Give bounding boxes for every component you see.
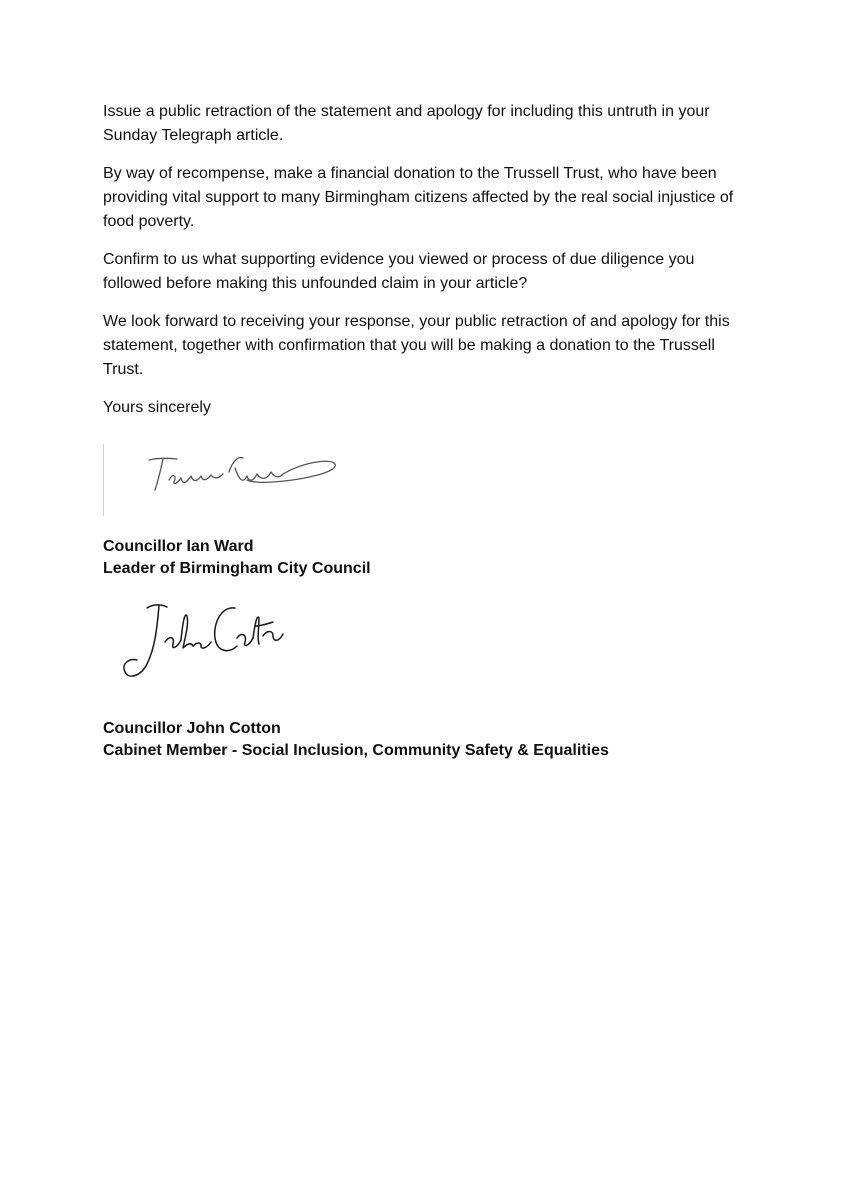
signer-name-ian-ward: Councillor Ian Ward	[103, 538, 254, 555]
closing-salutation: Yours sincerely	[103, 399, 211, 416]
paragraph-response: We look forward to receiving your response, your public retraction of and apology for this statement, together with confirmation that you will be making a donation to the Trussell Trust.	[103, 313, 730, 378]
signer-role-ian-ward: Leader of Birmingham City Council	[103, 560, 371, 577]
signature-block-john-cotton	[103, 598, 753, 718]
paragraph-retraction: Issue a public retraction of the statement and apology for including this untruth in your Sunday Telegraph article.	[103, 103, 710, 144]
letter-body	[103, 100, 753, 762]
signature-margin-rule	[103, 444, 104, 516]
signer-role-john-cotton: Cabinet Member - Social Inclusion, Community Safety & Equalities	[103, 742, 609, 759]
ian-ward-signature-icon	[143, 450, 343, 500]
john-cotton-signature-icon	[117, 598, 287, 688]
paragraph-donation: By way of recompense, make a financial donation to the Trussell Trust, who have been providing vital support to many Birmingham citizens affected by the real social injustice of food poverty.	[103, 165, 734, 230]
paragraph-evidence: Confirm to us what supporting evidence you viewed or process of due diligence you followed before making this unfounded claim in your article?	[103, 251, 695, 292]
signer-name-john-cotton: Councillor John Cotton	[103, 720, 281, 737]
signature-block-ian-ward	[103, 424, 753, 536]
